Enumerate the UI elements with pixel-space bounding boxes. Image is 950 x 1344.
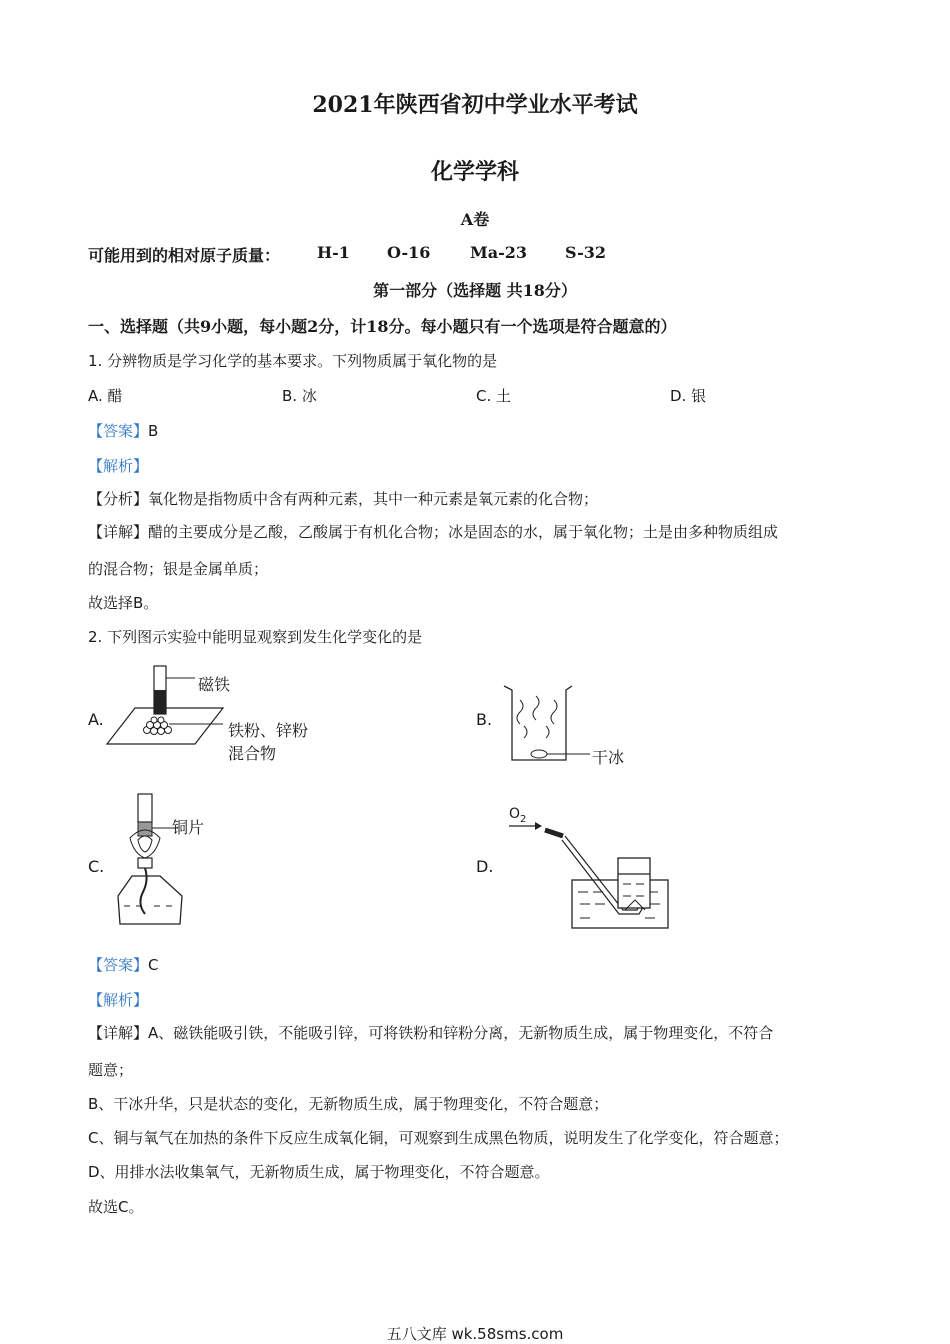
oxygen-subscript: 2 [520, 813, 527, 825]
q2-detail-c: C、铜与氧气在加热的条件下反应生成氧化铜，可观察到生成黑色物质，说明发生了化学变化，符合题意； [88, 1129, 789, 1147]
fig-a-magnet-label: 磁铁 [198, 675, 231, 694]
q1-analysis-tag: 【解析】 [88, 457, 149, 475]
paper-section: A卷 [460, 210, 490, 229]
fig-b-dry-ice-label: 干冰 [592, 748, 625, 767]
q1-option-d: D. 银 [670, 387, 707, 405]
q1-option-a: A. 醋 [88, 387, 123, 405]
q2-analysis-tag: 【解析】 [88, 991, 149, 1009]
q1-answer [88, 420, 158, 441]
fig-c-copper-label: 铜片 [172, 818, 205, 837]
oxygen-symbol: O [509, 806, 521, 822]
part-heading: 第一部分（选择题 共18分） [373, 281, 577, 300]
q1-fenxi [88, 488, 598, 509]
atomic-mass-label: 可能用到的相对原子质量： [88, 246, 281, 265]
fenxi-tag: 【分析】 [88, 490, 149, 508]
q1-detail-line2: 的混合物；银是金属单质； [88, 560, 269, 578]
q1-detail-line1 [88, 521, 778, 542]
q2-option-c-label: C. [88, 857, 105, 876]
page-footer: 五八文库 wk.58sms.com [386, 1325, 564, 1343]
page-subtitle: 化学学科 [430, 159, 519, 185]
q2-option-a-label: A. [88, 710, 104, 729]
fenxi-text: 氧化物是指物质中含有两种元素，其中一种元素是氧元素的化合物； [148, 490, 599, 508]
answer-value: B [148, 422, 159, 440]
q2-detail-a-line1 [88, 1022, 773, 1043]
answer-value: C [148, 956, 159, 974]
section-heading: 一、选择题（共9小题，每小题2分，计18分。每小题只有一个选项是符合题意的） [88, 317, 677, 336]
detail-tag: 【详解】 [88, 523, 149, 541]
q1-option-b: B. 冰 [282, 387, 317, 405]
figure-copper-heating [110, 792, 230, 932]
page-title: 2021年陕西省初中学业水平考试 [312, 92, 638, 118]
detail-tag: 【详解】 [88, 1024, 149, 1042]
figure-water-displacement [505, 822, 675, 932]
q1-conclusion: 故选择B。 [88, 594, 159, 612]
fig-a-powder-label-1: 铁粉、锌粉 [228, 721, 309, 740]
q2-answer [88, 954, 159, 975]
atomic-mass-o: O-16 [387, 243, 431, 262]
q2-option-d-label: D. [476, 857, 494, 876]
atomic-mass-ma: Ma-23 [470, 243, 527, 262]
q1-option-c: C. 土 [476, 387, 512, 405]
answer-tag: 【答案】 [88, 956, 149, 974]
q1-stem: 1. 分辨物质是学习化学的基本要求。下列物质属于氧化物的是 [88, 352, 498, 370]
q2-stem: 2. 下列图示实验中能明显观察到发生化学变化的是 [88, 628, 423, 646]
q2-detail-a-line2: 题意； [88, 1061, 134, 1079]
fig-a-powder-label-2: 混合物 [228, 744, 277, 763]
atomic-mass-h: H-1 [317, 243, 350, 262]
q2-conclusion: 故选C。 [88, 1198, 144, 1216]
detail-text: 醋的主要成分是乙酸，乙酸属于有机化合物；冰是固态的水，属于氧化物；土是由多种物质组成 [148, 523, 779, 541]
q2-detail-d: D、用排水法收集氧气，无新物质生成，属于物理变化，不符合题意。 [88, 1163, 550, 1181]
q2-detail-b: B、干冰升华，只是状态的变化，无新物质生成，属于物理变化，不符合题意； [88, 1095, 609, 1113]
q2-option-b-label: B. [476, 710, 493, 729]
answer-tag: 【答案】 [88, 422, 149, 440]
atomic-mass-s: S-32 [565, 243, 607, 262]
detail-text: A、磁铁能吸引铁，不能吸引锌，可将铁粉和锌粉分离，无新物质生成，属于物理变化，不符合 [148, 1024, 774, 1042]
